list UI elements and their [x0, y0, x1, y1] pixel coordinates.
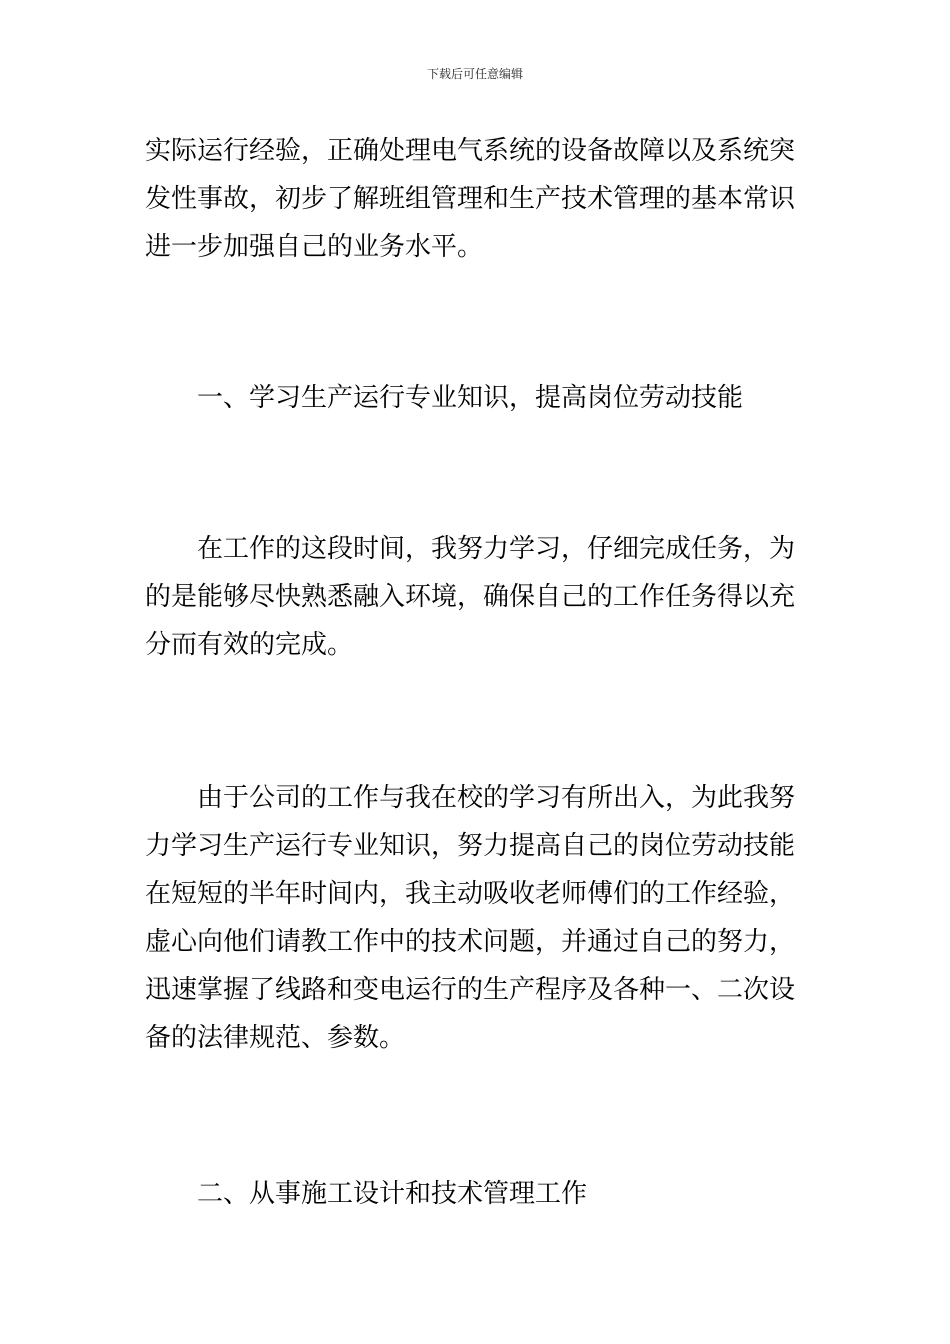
- heading-text: 二、从事施工设计和技术管理工作: [197, 1179, 588, 1209]
- paragraph-work-period: [145, 525, 810, 669]
- text-line: 虚心向他们请教工作中的技术问题，并通过自己的努力，: [145, 927, 796, 957]
- text-line: 实际运行经验，正确处理电气系统的设备故障以及系统突: [145, 136, 796, 166]
- section-heading-1: [145, 374, 810, 422]
- text-line: 在工作的这段时间，我努力学习，仔细完成任务，为: [197, 534, 796, 564]
- text-line: 的是能够尽快熟悉融入环境，确保自己的工作任务得以充: [145, 582, 796, 612]
- text-line: 由于公司的工作与我在校的学习有所出入，为此我努: [197, 783, 796, 813]
- paragraph-learning: [145, 774, 810, 1062]
- text-line: 备的法律规范、参数。: [145, 1023, 406, 1053]
- text-line: 发性事故，初步了解班组管理和生产技术管理的基本常识: [145, 184, 796, 214]
- section-heading-2: [145, 1170, 810, 1218]
- heading-text: 一、学习生产运行专业知识，提高岗位劳动技能: [197, 383, 744, 413]
- text-line: 在短短的半年时间内，我主动吸收老师傅们的工作经验，: [145, 879, 796, 909]
- paragraph-continuation: [145, 127, 810, 271]
- text-line: 分而有效的完成。: [145, 630, 354, 660]
- text-line: 进一步加强自己的业务水平。: [145, 232, 484, 262]
- text-line: 迅速掌握了线路和变电运行的生产程序及各种一、二次设: [145, 975, 796, 1005]
- page-header: 下载后可任意编辑: [426, 67, 523, 81]
- text-line: 力学习生产运行专业知识，努力提高自己的岗位劳动技能: [145, 831, 796, 861]
